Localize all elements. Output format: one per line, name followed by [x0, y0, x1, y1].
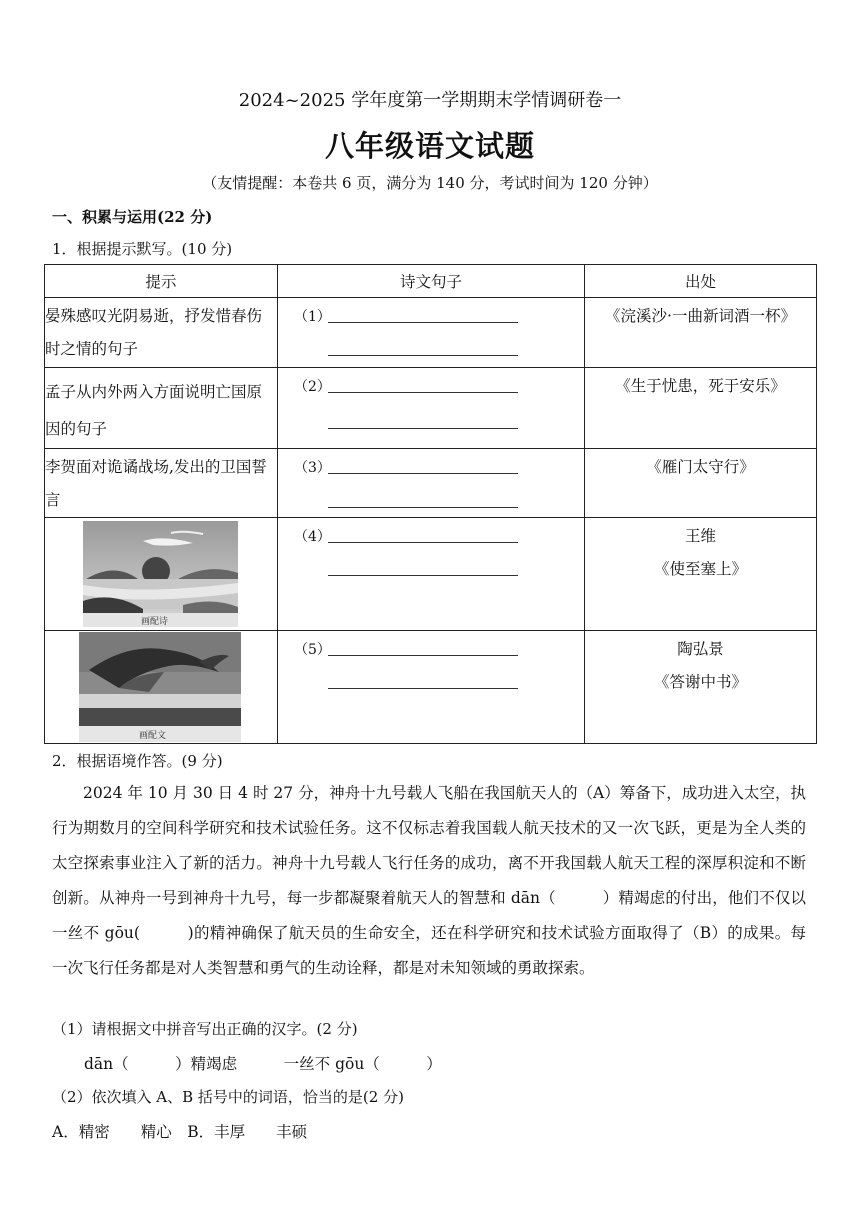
leaping-fish-illustration: [79, 632, 241, 742]
exam-title: 八年级语文试题: [324, 129, 535, 163]
section-heading: 一、积累与运用(22 分): [52, 208, 213, 226]
landscape-picture: [83, 521, 238, 627]
source-cell: [585, 298, 817, 368]
table-row: [45, 631, 817, 744]
item-number: （2）: [294, 379, 331, 395]
passage-text: 2024 年 10 月 30 日 4 时 27 分，神舟十九号载人飞船在我国航天人的（A）筹备下，成功进入太空，执行为期数月的空间科学研究和技术试验任务。这不仅标志着我国载人航天技术的又一次飞跃，更是为全人类的太空探索事业注入了新的活力。神舟十九号载人飞行任务的成功，离不开我国载人航天工程的深厚积淀和不断创新。从神舟一号到神舟十九号，每一步都凝聚着航天人的智慧和 dān（ ）精竭虑的付出，他们不仅以一丝不 gōu( )的精神确保了航天员的生命安全，还在科学研究和技术试验方面取得了（B）的成果。每一次飞行任务都是对人类智慧和勇气的生动诠释，都是对未知领域的勇敢探索。: [52, 784, 806, 977]
image-caption: 画配文: [139, 731, 167, 741]
answer-blank[interactable]: [328, 392, 518, 393]
source-text: 《使至塞上》: [653, 560, 747, 578]
table-row: [45, 298, 817, 368]
source-text: 《生于忧患，死于安乐》: [615, 377, 786, 395]
exam-note: （友情提醒：本卷共 6 页，满分为 140 分，考试时间为 120 分钟）: [202, 174, 658, 192]
answer-blank[interactable]: [328, 688, 518, 689]
item-number: （3）: [294, 460, 331, 476]
dictation-table: [44, 264, 817, 744]
answer-cell: [278, 449, 585, 518]
exam-subtitle: 2024~2025 学年度第一学期期末学情调研卷一: [238, 90, 622, 111]
question-1-prompt: 1．根据提示默写。(10 分): [52, 240, 233, 258]
column-header: 提示: [45, 265, 278, 298]
source-cell: [585, 449, 817, 518]
item-number: （1）: [294, 309, 331, 325]
source-author: 王维: [684, 527, 716, 545]
item-number: （5）: [294, 642, 331, 658]
image-cell: [45, 631, 278, 744]
answer-options[interactable]: A．精密 精心 B．丰厚 丰硕: [52, 1123, 308, 1141]
column-header: 诗文句子: [278, 265, 585, 298]
item-number: （4）: [294, 529, 331, 545]
question-2-prompt: 2．根据语境作答。(9 分): [52, 752, 223, 770]
answer-cell: [278, 631, 585, 744]
source-cell: [585, 631, 817, 744]
source-cell: [585, 518, 817, 631]
image-caption: 画配诗: [141, 617, 169, 627]
hint-cell: 孟子从内外两入方面说明亡国原因的句子: [45, 368, 278, 449]
answer-blank[interactable]: [328, 355, 518, 356]
source-text: 《浣溪沙·一曲新词酒一杯》: [605, 307, 796, 325]
answer-blank[interactable]: [328, 428, 518, 429]
table-row: [45, 368, 817, 449]
pinyin-answer-line[interactable]: dān（ ）精竭虑 一丝不 gōu（ ）: [84, 1055, 442, 1073]
answer-cell: [278, 518, 585, 631]
answer-blank[interactable]: [328, 542, 518, 543]
table-header-row: [45, 265, 817, 298]
fish-picture: [79, 632, 241, 742]
reading-passage: [52, 776, 806, 986]
sunset-river-illustration: [83, 521, 238, 627]
column-header: 出处: [585, 265, 817, 298]
table-row: [45, 518, 817, 631]
answer-blank[interactable]: [328, 507, 518, 508]
answer-blank[interactable]: [328, 322, 518, 323]
answer-cell: [278, 298, 585, 368]
answer-blank[interactable]: [328, 575, 518, 576]
hint-cell: 李贺面对诡谲战场,发出的卫国誓言: [45, 449, 278, 518]
hint-cell: 晏殊感叹光阴易逝，抒发惜春伤时之情的句子: [45, 298, 278, 368]
sub-question-2: （2）依次填入 A、B 括号中的词语，恰当的是(2 分): [52, 1088, 404, 1106]
answer-cell: [278, 368, 585, 449]
sub-question-1: （1）请根据文中拼音写出正确的汉字。(2 分): [52, 1020, 358, 1038]
table-row: [45, 449, 817, 518]
source-author: 陶弘景: [677, 640, 724, 658]
image-cell: [45, 518, 278, 631]
source-text: 《雁门太守行》: [646, 458, 755, 476]
source-text: 《答谢中书》: [653, 673, 747, 691]
answer-blank[interactable]: [328, 473, 518, 474]
answer-blank[interactable]: [328, 655, 518, 656]
source-cell: [585, 368, 817, 449]
